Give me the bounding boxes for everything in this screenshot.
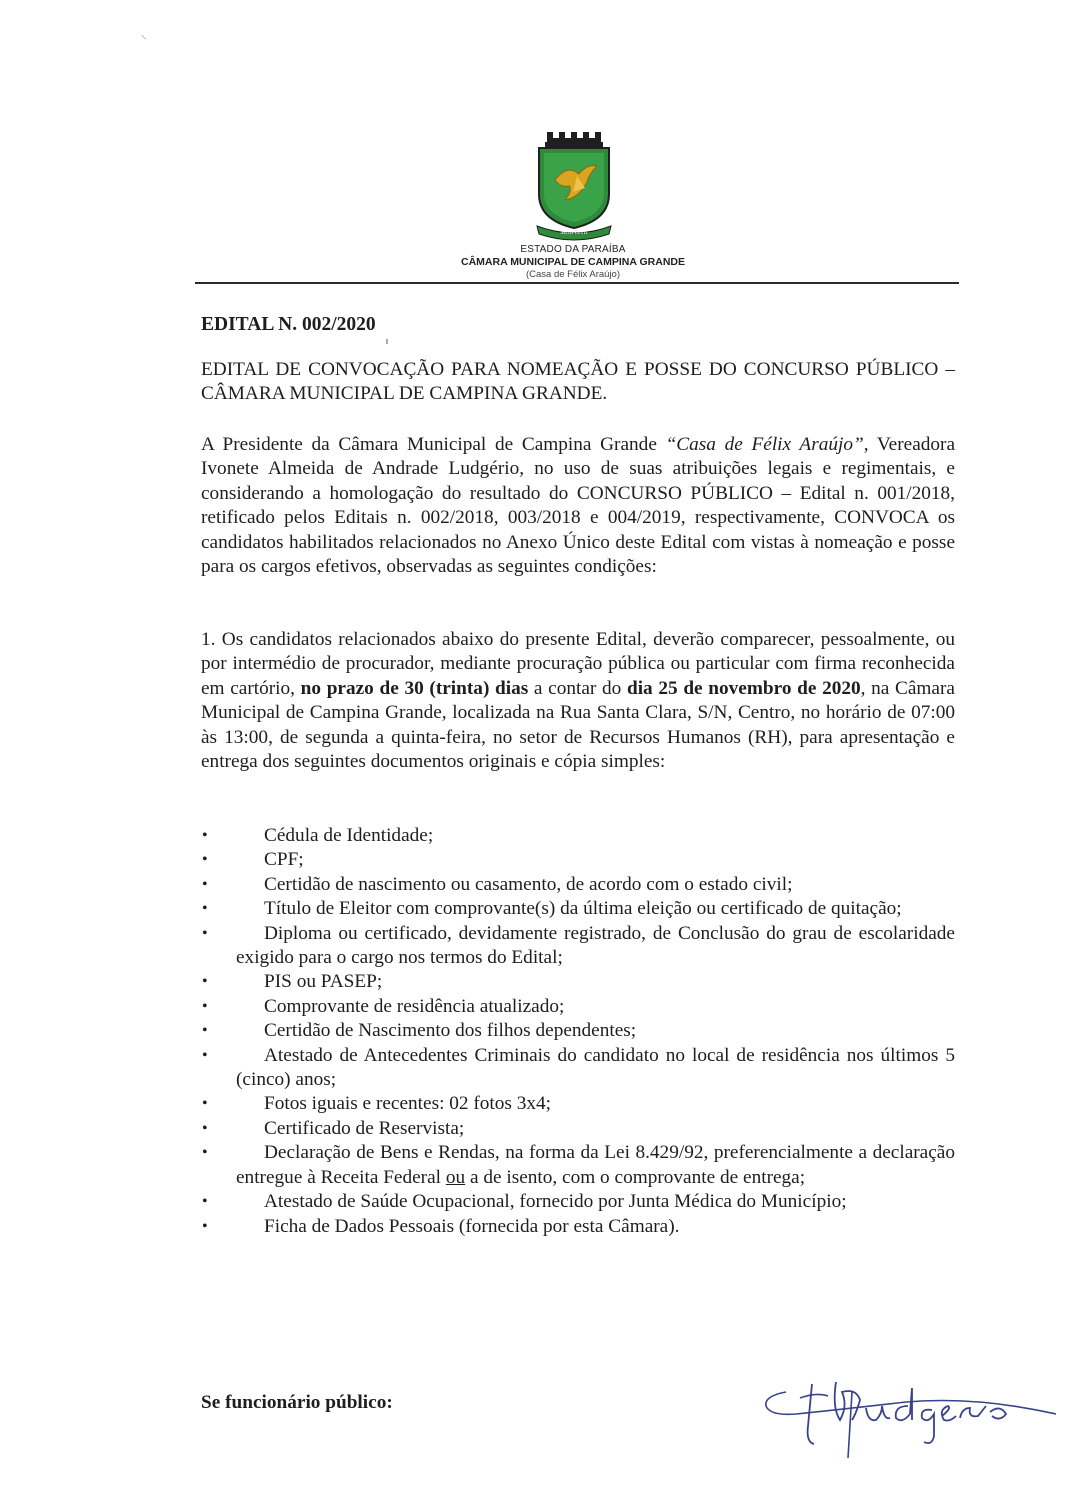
list-item-text xyxy=(201,1141,955,1190)
list-item-text: Cédula de Identidade; xyxy=(264,825,434,846)
list-item xyxy=(201,1019,955,1043)
intro-text-2: , Vereadora Ivonete Almeida de Andrade Ludgério, no uso de suas atribuições legais e regimentais, e considerando a homologação do resultado do CONCURSO PÚBLICO – Edital n. 001/2018, retificado pelos Editais n. 002/2018, 003/2018 e 004/2019, respectivamente, CONVOCA os candidatos habilitados relacionados no Anexo Único deste Edital com vistas à nomeação e posse para os cargos efetivos, observadas as seguintes condições: xyxy=(201,434,956,578)
list-item xyxy=(201,824,955,848)
list-item xyxy=(201,848,955,872)
bullet-icon: • xyxy=(202,875,208,893)
list-item xyxy=(201,995,955,1019)
scan-mark xyxy=(384,338,390,346)
list-item-text: Certidão de Nascimento dos filhos dependentes; xyxy=(264,1020,637,1042)
scan-mark xyxy=(141,34,147,40)
bullet-icon: • xyxy=(202,1095,208,1113)
signature-text: HLudgerio xyxy=(756,1362,761,1363)
item1-text-1: 1. Os candidatos relacionados abaixo do presente Edital, deverão comparecer, pessoalmente, ou por intermédio de procurador, mediante procuração pública ou particular com firma reconhecida em cartório, xyxy=(201,629,955,699)
list-item xyxy=(201,1141,955,1190)
handwritten-signature xyxy=(756,1362,1056,1482)
list-item xyxy=(201,1117,955,1141)
bullet-icon: • xyxy=(202,997,208,1015)
list-item-text: Ficha de Dados Pessoais (fornecida por esta Câmara). xyxy=(264,1215,680,1237)
list-item-text: Certidão de nascimento ou casamento, de acordo com o estado civil; xyxy=(264,873,793,895)
list-item xyxy=(201,1092,955,1116)
crest-motto: Meus Levis xyxy=(560,230,588,236)
list-item-text: Atestado de Antecedentes Criminais do candidato no local de residência nos últimos 5 (cinco) anos; xyxy=(236,1044,955,1091)
list-item xyxy=(201,922,955,971)
list-item xyxy=(201,1190,955,1214)
required-documents-list xyxy=(201,824,955,1239)
item1-text-3: , na Câmara Municipal de Campina Grande, localizada na Rua Santa Clara, S/N, Centro, no horário de 07:00 às 13:00, de segunda a quinta-feira, no setor de Recursos Humanos (RH), para apresentação e entrega dos seguintes documentos originais e cópia simples: xyxy=(201,677,955,773)
list-item-text: CPF; xyxy=(264,849,304,871)
bullet-icon: • xyxy=(202,1144,208,1162)
list-item-text: Comprovante de residência atualizado; xyxy=(264,995,565,1017)
list-item-text: PIS ou PASEP; xyxy=(264,971,383,993)
list-item xyxy=(201,970,955,994)
bullet-icon: • xyxy=(202,827,208,844)
bullet-icon: • xyxy=(202,973,208,991)
list-item xyxy=(201,1215,955,1239)
bullet-icon: • xyxy=(202,851,208,869)
edital-subtitle: EDITAL DE CONVOCAÇÃO PARA NOMEAÇÃO E POSSE DO CONCURSO PÚBLICO – CÂMARA MUNICIPAL DE CAMPINA GRANDE. xyxy=(201,359,955,405)
bullet-icon: • xyxy=(202,924,208,942)
public-servant-heading: Se funcionário público: xyxy=(201,1392,393,1413)
item-1-paragraph xyxy=(201,628,955,774)
bullet-icon: • xyxy=(202,1022,208,1040)
intro-text-1: A Presidente da Câmara Municipal de Campina Grande xyxy=(201,434,666,455)
list-item-text: Atestado de Saúde Ocupacional, fornecido por Junta Médica do Município; xyxy=(264,1191,847,1213)
bullet-icon: • xyxy=(202,1119,208,1137)
intro-house-name: “Casa de Félix Araújo” xyxy=(665,434,864,455)
item1-deadline: no prazo de 30 (trinta) dias xyxy=(300,677,529,699)
list-item-text: Fotos iguais e recentes: 02 fotos 3x4; xyxy=(264,1093,552,1115)
letterhead-chamber: CÂMARA MUNICIPAL DE CAMPINA GRANDE xyxy=(461,256,685,268)
list-item-text: Título de Eleitor com comprovante(s) da última eleição ou certificado de quitação; xyxy=(264,898,902,920)
item1-text-2: a contar do xyxy=(528,677,627,699)
list-item-text-post: a de isento, com o comprovante de entrega; xyxy=(465,1166,806,1188)
letterhead-house: (Casa de Félix Araújo) xyxy=(526,269,620,280)
list-item xyxy=(201,897,955,921)
list-item-text-underline: ou xyxy=(445,1166,466,1188)
bullet-icon: • xyxy=(202,1193,208,1211)
list-item-text-pre: Declaração de Bens e Rendas, na forma da Lei 8.429/92, preferencialmente a declaração entregue à Receita Federal xyxy=(236,1142,955,1188)
bullet-icon: • xyxy=(202,1217,208,1235)
item1-start-date: dia 25 de novembro de 2020 xyxy=(626,677,861,699)
letterhead-divider xyxy=(195,282,959,284)
bullet-icon: • xyxy=(202,900,208,918)
intro-paragraph xyxy=(201,433,955,579)
list-item-text: Certificado de Reservista; xyxy=(264,1117,465,1139)
list-item xyxy=(201,1044,955,1093)
list-item xyxy=(201,873,955,897)
bullet-icon: • xyxy=(202,1046,208,1064)
edital-title: EDITAL N. 002/2020 xyxy=(201,314,376,335)
letterhead-state: ESTADO DA PARAÍBA xyxy=(520,244,626,255)
coat-of-arms-logo xyxy=(533,128,615,244)
list-item-text: Diploma ou certificado, devidamente registrado, de Conclusão do grau de escolaridade exigido para o cargo nos termos do Edital; xyxy=(236,922,955,969)
